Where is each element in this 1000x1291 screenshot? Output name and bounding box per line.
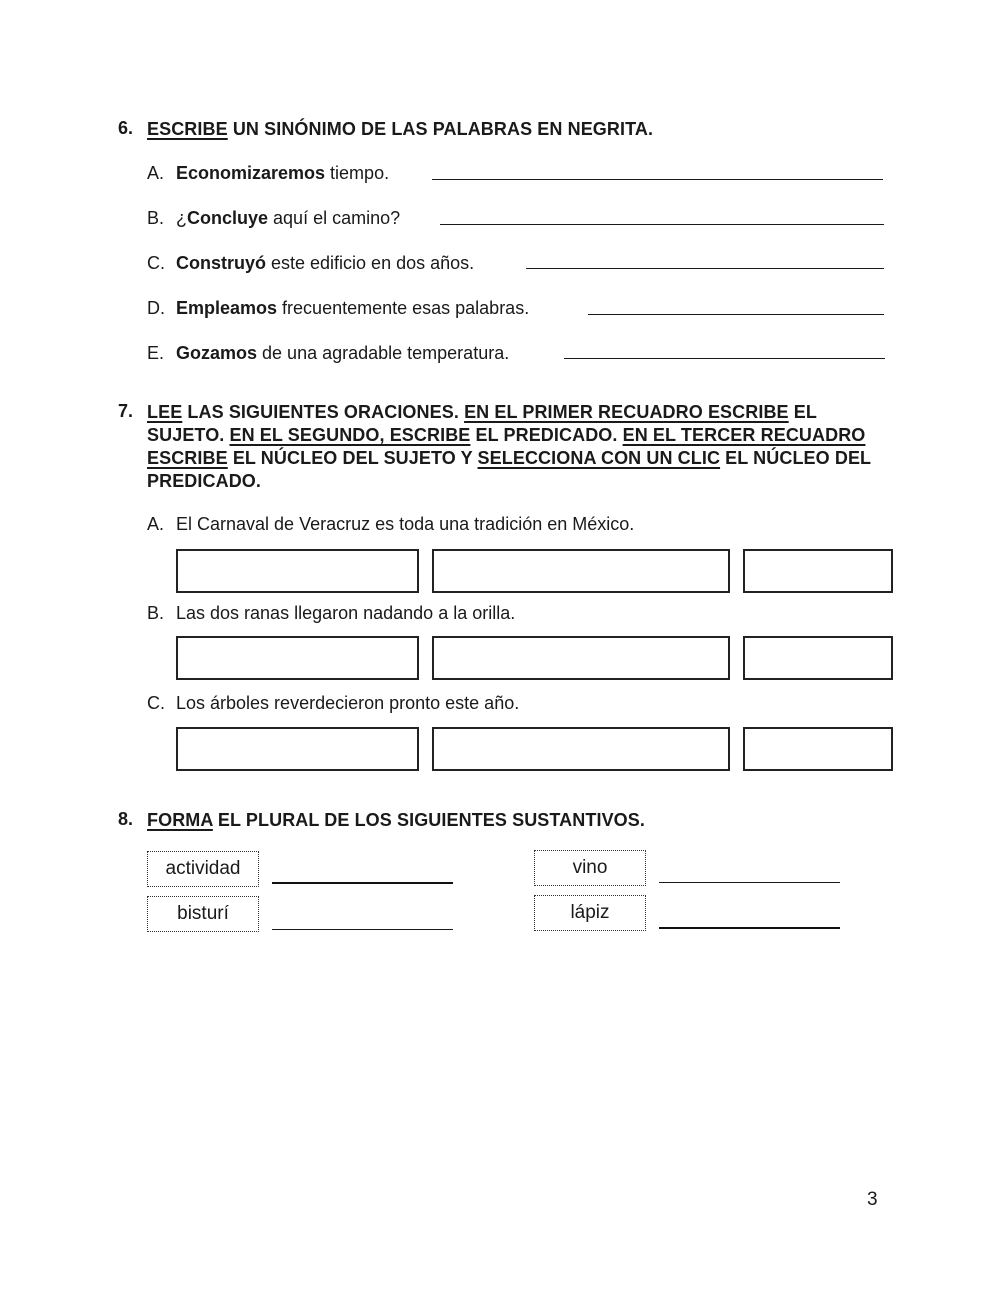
q6-instruction [147,118,907,141]
q8-answer-line-actividad[interactable] [272,882,453,884]
q7-b-predicate-box[interactable] [432,636,730,680]
q7-instruction-segment: EL NÚCLEO DEL SUJETO Y [227,448,478,468]
q6-answer-line-a[interactable] [432,179,883,180]
q7-instruction-segment: SELECCIONA CON UN CLIC [477,448,721,468]
q8-instruction [147,809,907,832]
q6-item-a: A. Economizaremos tiempo. [147,163,390,183]
q6-item-d: D. Empleamos frecuentemente esas palabras. [147,298,530,318]
q8-number: 8. [118,809,134,829]
q6-number: 6. [118,118,134,138]
q8-word-bisturi: bisturí [147,896,259,932]
q7-instruction-segment: LAS SIGUIENTES ORACIONES. [182,402,465,422]
q7-a-subject-nucleus-box[interactable] [743,549,893,593]
q8-word-actividad: actividad [147,851,259,887]
q7-a-predicate-box[interactable] [432,549,730,593]
page-number: 3 [867,1189,878,1210]
q7-instruction-segment: EN EL PRIMER RECUADRO ESCRIBE [464,402,789,422]
q8-answer-line-lapiz[interactable] [659,927,840,929]
q7-item-c: C. Los árboles reverdecieron pronto este año. [147,693,520,713]
q7-instruction-segment: EN EL TERCER RECUADRO ESCRIBE [147,425,866,468]
q6-item-b: B. ¿Concluye aquí el camino? [147,208,401,228]
q6-item-c: C. Construyó este edificio en dos años. [147,253,475,273]
q8-instruction-segment: FORMA [147,810,213,830]
q6-answer-line-b[interactable] [440,224,884,225]
q7-item-b: B. Las dos ranas llegaron nadando a la orilla. [147,603,516,623]
q6-answer-line-c[interactable] [526,268,884,269]
q6-item-e: E. Gozamos de una agradable temperatura. [147,343,510,363]
q7-c-subject-box[interactable] [176,727,419,771]
q7-instruction-segment: EL SUJETO. [147,402,817,445]
q7-instruction-segment: EL PREDICADO. [470,425,623,445]
q7-b-subject-box[interactable] [176,636,419,680]
q7-number: 7. [118,401,134,421]
q7-c-subject-nucleus-box[interactable] [743,727,893,771]
q6-answer-line-e[interactable] [564,358,885,359]
q6-instruction-segment: UN SINÓNIMO DE LAS PALABRAS EN NEGRITA. [227,119,654,139]
q8-word-vino: vino [534,850,646,886]
q8-answer-line-vino[interactable] [659,882,840,883]
q7-b-subject-nucleus-box[interactable] [743,636,893,680]
q8-word-lapiz: lápiz [534,895,646,931]
q8-instruction-segment: EL PLURAL DE LOS SIGUIENTES SUSTANTIVOS. [212,810,645,830]
q7-instruction [147,401,877,493]
q7-instruction-segment: EL NÚCLEO DEL PREDICADO. [147,448,871,491]
q7-item-a: A. El Carnaval de Veracruz es toda una tradición en México. [147,514,635,534]
q8-answer-line-bisturi[interactable] [272,929,453,930]
q7-a-subject-box[interactable] [176,549,419,593]
q6-instruction-segment: ESCRIBE [147,119,228,139]
q7-c-predicate-box[interactable] [432,727,730,771]
q7-instruction-segment: EN EL SEGUNDO, ESCRIBE [229,425,471,445]
q6-answer-line-d[interactable] [588,314,884,315]
q7-instruction-segment: LEE [147,402,183,422]
